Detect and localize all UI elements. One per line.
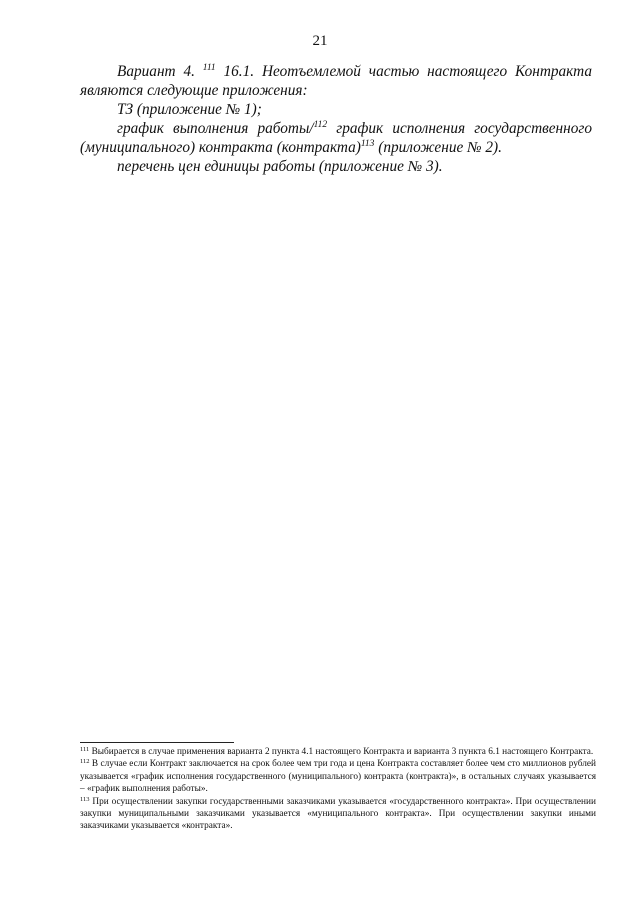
variant-label: Вариант 4. [117,63,195,80]
footnote-ref-111: 111 [202,63,216,73]
footnote-111 [80,746,596,758]
footnote-text: Выбирается в случае применения варианта 2 пункта 4.1 настоящего Контракта и варианта 3 пункта 6.1 настоящего Контракта. [89,747,594,757]
footnote-113 [80,796,596,833]
footnotes [80,746,596,833]
paragraph-text: (приложение № 2). [374,139,502,156]
footnote-number: 112 [80,758,90,766]
footnote-number: 113 [80,795,90,803]
footnote-number: 111 [80,746,90,753]
footnote-ref-113: 113 [360,139,375,149]
footnote-divider [80,742,234,743]
paragraph-appendix-2 [80,119,592,157]
footnote-text: В случае если Контракт заключается на срок более чем три года и цена Контракта составляет более чем сто миллионов рублей указывается «график исполнения государственного (муниципального) контракта (контракта)», в остальных случаях указывается – «график выполнения работы». [80,759,596,795]
footnote-112 [80,758,596,795]
footnote-ref-112: 112 [313,120,328,130]
paragraph-text: перечень цен единицы работы (приложение № 3). [117,158,443,175]
paragraph-text: 16.1. Неотъемлемой частью настоящего Контракта являются следующие приложения: [80,63,593,99]
paragraph-appendix-3 [80,157,592,176]
contract-body [80,62,592,176]
paragraph-text: график выполнения работы/ [117,120,314,137]
paragraph-variant-4 [80,62,592,100]
paragraph-text: ТЗ (приложение № 1); [117,101,262,118]
footnote-text: При осуществлении закупки государственными заказчиками указывается «государственного контракта». При осуществлении закупки муниципальными заказчиками указывается «муниципального контракта». При осуществлении закупки иными заказчиками указывается «контракта». [80,796,596,832]
paragraph-appendix-1 [80,100,592,119]
paragraph-text: график исполнения государственного (муниципального) контракта (контракта) [80,120,592,156]
page-number: 21 [312,33,328,49]
